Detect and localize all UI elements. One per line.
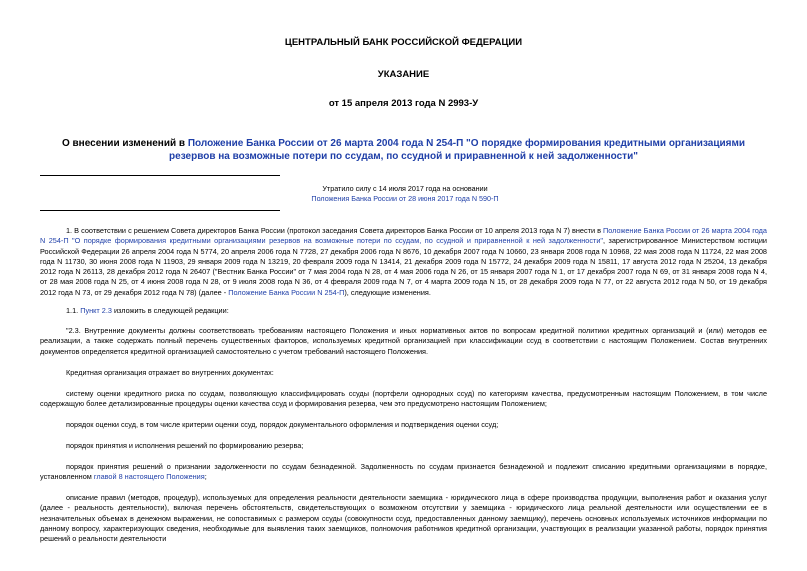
paragraph-activity-rules: описание правил (методов, процедур), используемых для определения реальности деятельности заемщика - юридического лица в сфере производства продукции, выполнения работ и оказания услуг (далее - реальность деятельности), включая перечень обстоятельств, свидетельствующих о возможном отсутствии у заемщика - юридического лица реальной деятельности или осуществлении ее в незначительных объемах в денежном выражении, не сопоставимых с размером ссуды (совокупности ссуд, предоставленных данному заемщику), перечень основных используемых источников информации по данному вопросу, характеризующих сведения, необходимые для выявления таких заемщиков, полномочия работников кредитной организации, участвующих в реализации указанной работы, порядок принятия решений о реальности деятельности: [40, 493, 767, 544]
paragraph-hopeless-text-b: ;: [204, 472, 207, 482]
paragraph-risk-system: систему оценки кредитного риска по ссудам, позволяющую классифицировать ссуды (портфели однородных ссуд) по категориям качества, предусмотренным настоящим Положением, в том числе содержащую более детализированные процедуры оценки качества ссуд и формирования резерва, чем это предусмотрено настоящим Положением;: [40, 389, 767, 409]
paragraph-decision-order: порядок принятия и исполнения решений по формированию резерва;: [66, 441, 304, 450]
paragraph-1-1-text-b: изложить в следующей редакции:: [111, 306, 229, 315]
title-prefix: О внесении изменений в: [61, 138, 188, 149]
document-date-number: от 15 апреля 2013 года N 2993-У: [328, 98, 479, 109]
chapter-8-link[interactable]: главой 8 настоящего Положения: [93, 472, 205, 482]
paragraph-1-1-text-a: 1.1.: [66, 306, 81, 315]
validity-note: [300, 184, 510, 204]
divider-top: [40, 175, 280, 176]
paragraph-1: [40, 226, 767, 298]
paragraph-hopeless-text-a: порядок принятия решений о признании задолженности по ссудам безнадежной. Задолженность по ссудам признается безнадежной и подлежит списанию кредитными организациями в порядке, установленном: [40, 462, 767, 482]
paragraph-1-text-a: 1. В соответствии с решением Совета директоров Банка России (протокол заседания Совета директоров Банка России от 10 апреля 2013 года N 7) внести в: [66, 226, 604, 235]
paragraph-1-text-c: ), следующие изменения.: [344, 287, 431, 297]
paragraph-reflects: Кредитная организация отражает во внутренних документах:: [66, 368, 274, 377]
clause-2-3-link[interactable]: Пункт 2.3: [80, 306, 112, 315]
paragraph-1-1: [40, 306, 767, 316]
validity-note-text: Утратило силу с 14 июля 2017 года на основании: [322, 184, 488, 193]
document-type-heading: УКАЗАНИЕ: [377, 69, 430, 80]
paragraph-1-short-ref-link[interactable]: Положение Банка России N 254-П: [228, 287, 345, 297]
paragraph-2-3: "2.3. Внутренние документы должны соответствовать требованиям настоящего Положения и иных нормативных актов по вопросам кредитной политики кредитных организаций и (или) методов ее реализации, а также содержать полный перечень существенных факторов, используемых кредитной организацией при классификации ссуд в соответствии с настоящим Положением. Состав внутренних документов определяется кредитной организацией самостоятельно с учетом требований настоящего Положения.: [40, 326, 767, 356]
divider-bottom: [40, 210, 280, 211]
issuer-heading: ЦЕНТРАЛЬНЫЙ БАНК РОССИЙСКОЙ ФЕДЕРАЦИИ: [284, 37, 523, 48]
validity-note-link[interactable]: Положения Банка России от 28 июня 2017 года N 590-П: [311, 194, 499, 203]
paragraph-hopeless-debt: [40, 462, 767, 483]
title-regulation-link[interactable]: Положение Банка России от 26 марта 2004 года N 254-П "О порядке формирования кредитными организациями резервов на возможные потери по ссудам, по ссудной и приравненной к ней задолженности": [169, 138, 746, 162]
paragraph-evaluation-order: порядок оценки ссуд, в том числе критерии оценки ссуд, порядок документального оформления и подтверждения оценки ссуд;: [66, 420, 499, 429]
paragraph-1-regulation-link[interactable]: Положение Банка России от 26 марта 2004 года N 254-П "О порядке формирования кредитными организациями резервов на возможные потери по ссудам, по ссудной и приравненной к ней задолженности": [40, 226, 767, 246]
document-title: [40, 137, 767, 163]
paragraph-1-text-b: , зарегистрированное Министерством юстиции Российской Федерации 26 апреля 2004 года N 5774, 20 апреля 2006 года N 7728, 27 декабря 2006 года N 8676, 10 декабря 2007 года N 10660, 23 января 2008 года N 10968, 22 мая 2008 года N 11724, 22 мая 2008 года N 11730, 30 июня 2008 года N 11903, 29 января 2009 года N 13219, 20 февраля 2009 года N 13414, 21 декабря 2009 года N 15772, 24 декабря 2009 года N 15811, 17 августа 2012 года N 25204, 13 декабря 2012 года N 26113, 28 декабря 2012 года N 26407 ("Вестник Банка России" от 7 мая 2004 года N 28, от 4 мая 2006 года N 26, от 15 января 2007 года N 1, от 17 декабря 2007 года N 69, от 31 января 2008 года N 4, от 28 мая 2008 года N 25, от 4 июня 2008 года N 28, от 9 июля 2008 года N 36, от 4 февраля 2009 года N 7, от 4 марта 2009 года N 15, от 28 декабря 2009 года N 77, от 22 августа 2012 года N 50, от 19 декабря 2012 года N 73, от 29 декабря 2012 года N 78) (далее -: [40, 236, 768, 297]
